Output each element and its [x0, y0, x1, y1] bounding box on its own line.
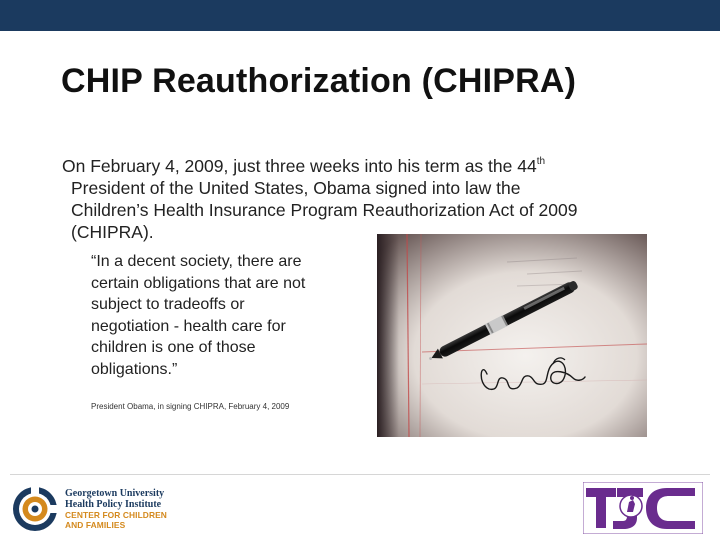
- signing-photo: [377, 234, 647, 437]
- gu-logo-line-1: Georgetown University: [65, 488, 165, 499]
- paragraph-line-1: On February 4, 2009, just three weeks into his term as the 44th: [62, 156, 546, 176]
- body-paragraph: [62, 151, 656, 243]
- paragraph-line-4: (CHIPRA).: [71, 222, 154, 242]
- tjc-logo-graphic: [583, 482, 703, 534]
- top-bar: [0, 0, 720, 31]
- quote-attribution: President Obama, in signing CHIPRA, February 4, 2009: [91, 402, 290, 411]
- ordinal-suffix: th: [536, 156, 546, 167]
- signing-photo-illustration: [377, 234, 647, 437]
- gu-logo-line-2: Health Policy Institute: [65, 499, 162, 510]
- gu-logo-line-3: CENTER FOR CHILDREN: [65, 510, 167, 520]
- georgetown-hpi-logo: [12, 484, 182, 534]
- obama-quote: “In a decent society, there are certain obligations that are not subject to tradeoffs or negotiation - health care for children is one of those obligations.”: [91, 253, 306, 378]
- georgetown-emblem-icon: [12, 486, 58, 532]
- tjc-logo: [583, 482, 703, 534]
- gu-logo-line-4: AND FAMILIES: [65, 520, 126, 530]
- paragraph-line-2: President of the United States, Obama signed into law the: [71, 178, 521, 198]
- paragraph-line-3: Children’s Health Insurance Program Reauthorization Act of 2009: [71, 200, 578, 220]
- footer-divider: [10, 474, 710, 475]
- slide-title: CHIP Reauthorization (CHIPRA): [61, 62, 577, 100]
